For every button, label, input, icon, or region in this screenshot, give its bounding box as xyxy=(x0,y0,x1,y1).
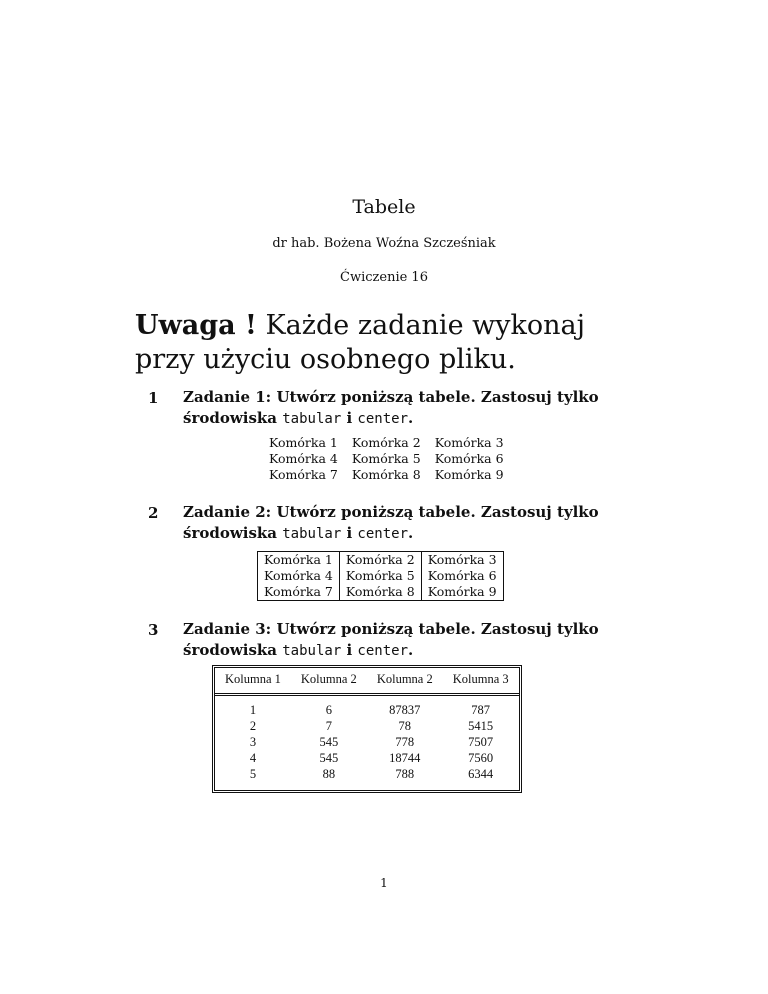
code-center: center xyxy=(357,643,408,659)
code-center: center xyxy=(357,526,408,542)
code-tabular: tabular xyxy=(282,643,342,659)
table-cell: Komórka 2 xyxy=(339,552,421,569)
column-header: Kolumna 1 xyxy=(225,672,281,686)
table-cell: 18744 xyxy=(389,751,421,765)
warning-bold: Uwaga ! xyxy=(135,310,257,341)
section-title-end: . xyxy=(408,524,414,542)
table-row xyxy=(215,695,519,719)
table-cell: Komórka 9 xyxy=(421,584,503,601)
table-row xyxy=(258,552,504,569)
warning-note xyxy=(135,309,635,377)
table-cell: 3 xyxy=(249,735,257,749)
exercise-label: Ćwiczenie 16 xyxy=(340,270,428,285)
table-2 xyxy=(257,551,504,601)
section-title-and: i xyxy=(341,641,358,659)
table-row xyxy=(258,584,504,601)
column-header: Kolumna 2 xyxy=(300,672,357,686)
table-cell: 778 xyxy=(395,735,415,749)
table-row xyxy=(262,451,511,467)
section-title-1 xyxy=(183,387,623,430)
table-cell: 1 xyxy=(249,703,257,717)
table-cell: 545 xyxy=(319,735,339,749)
document-title: Tabele xyxy=(352,196,416,218)
table-3-grid xyxy=(215,668,519,790)
column-header: Kolumna 3 xyxy=(452,672,509,686)
table-cell: 78 xyxy=(398,719,412,733)
table-cell: Komórka 8 xyxy=(351,467,421,482)
table-3 xyxy=(212,665,522,793)
table-row xyxy=(215,718,519,734)
section-title-2 xyxy=(183,502,623,545)
table-cell: Komórka 2 xyxy=(351,435,421,450)
table-cell: 7560 xyxy=(468,751,494,765)
table-cell: Komórka 6 xyxy=(421,568,503,584)
table-cell: Komórka 7 xyxy=(269,467,338,482)
table-row xyxy=(262,435,511,451)
section-title-3 xyxy=(183,619,623,662)
table-cell: Komórka 7 xyxy=(258,584,340,601)
table-row xyxy=(262,467,511,483)
section-title-and: i xyxy=(341,409,358,427)
table-cell: Komórka 4 xyxy=(258,568,340,584)
table-row xyxy=(215,766,519,790)
section-title-text: Zadanie 3: Utwórz poniższą tabele. Zastosuj tylko środowiska xyxy=(183,620,599,659)
table-cell: 88 xyxy=(322,767,336,781)
section-title-and: i xyxy=(341,524,358,542)
table-cell: Komórka 5 xyxy=(351,451,421,466)
table-cell: Komórka 4 xyxy=(269,451,338,466)
table-cell: 6 xyxy=(325,703,332,717)
table-cell: Komórka 1 xyxy=(269,435,338,450)
code-tabular: tabular xyxy=(282,526,342,542)
table-1 xyxy=(262,435,511,483)
section-title-text: Zadanie 2: Utwórz poniższą tabele. Zastosuj tylko środowiska xyxy=(183,503,599,542)
table-cell: Komórka 8 xyxy=(339,584,421,601)
table-cell: 6344 xyxy=(468,767,494,781)
section-number-3: 3 xyxy=(148,621,159,639)
page-number: 1 xyxy=(380,876,388,890)
table-cell: Komórka 9 xyxy=(434,467,504,482)
table-cell: 5415 xyxy=(468,719,494,733)
table-cell: Komórka 6 xyxy=(434,451,504,466)
table-cell: 7507 xyxy=(468,735,494,749)
table-row xyxy=(215,734,519,750)
code-center: center xyxy=(357,411,408,427)
section-title-text: Zadanie 1: Utwórz poniższą tabele. Zastosuj tylko środowiska xyxy=(183,388,599,427)
table-header-row xyxy=(215,668,519,695)
section-title-end: . xyxy=(408,409,414,427)
table-cell: Komórka 1 xyxy=(258,552,340,569)
column-header: Kolumna 2 xyxy=(376,672,433,686)
table-row xyxy=(258,568,504,584)
section-number-1: 1 xyxy=(148,389,159,407)
table-cell: 2 xyxy=(249,719,257,733)
section-number-2: 2 xyxy=(148,504,159,522)
table-cell: 5 xyxy=(249,767,257,781)
warning-text: Każde zadanie wykonaj przy użyciu osobnego pliku. xyxy=(135,310,585,375)
code-tabular: tabular xyxy=(282,411,342,427)
table-row xyxy=(215,750,519,766)
table-cell: 788 xyxy=(395,767,415,781)
author: dr hab. Bożena Woźna Szcześniak xyxy=(272,236,496,251)
table-cell: 545 xyxy=(319,751,339,765)
table-cell: 7 xyxy=(325,719,332,733)
table-cell: 787 xyxy=(471,703,491,717)
section-title-end: . xyxy=(408,641,414,659)
table-cell: 87837 xyxy=(389,703,421,717)
table-cell: Komórka 3 xyxy=(421,552,503,569)
table-cell: 4 xyxy=(249,751,257,765)
table-cell: Komórka 5 xyxy=(339,568,421,584)
table-cell: Komórka 3 xyxy=(434,435,504,450)
